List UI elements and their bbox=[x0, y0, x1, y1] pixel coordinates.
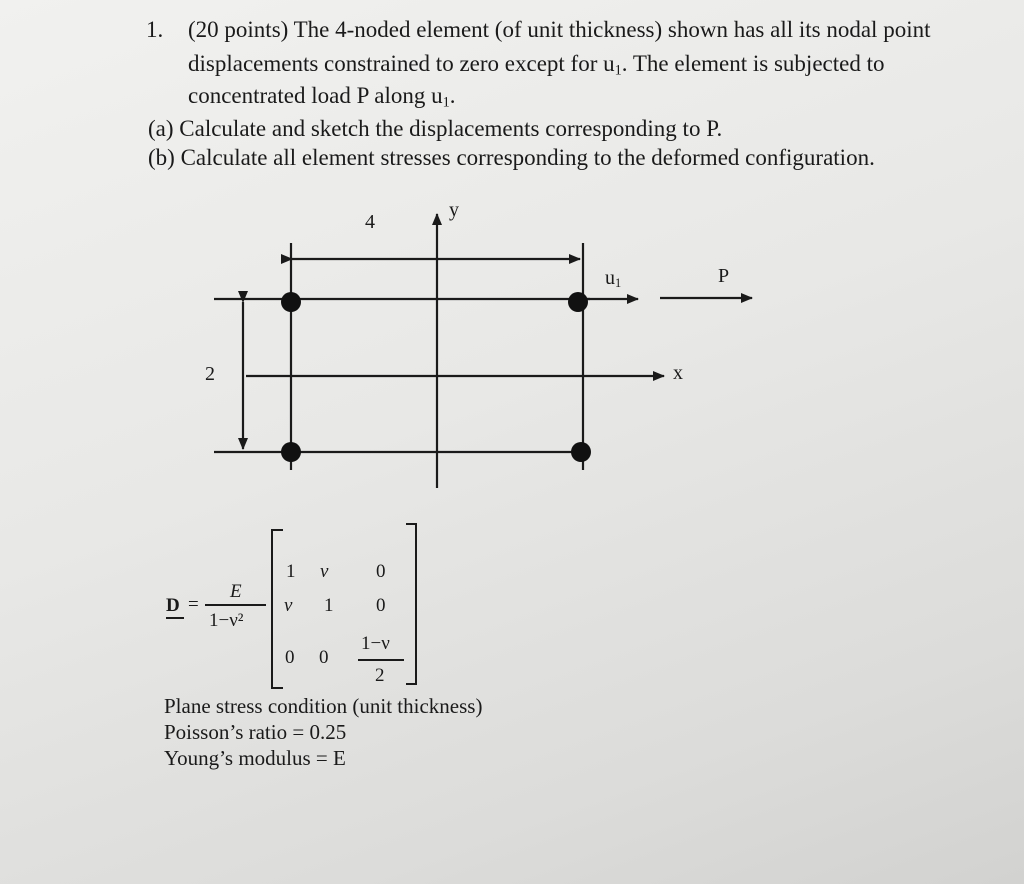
matrix-r2c1: ν bbox=[284, 595, 293, 616]
part-b: (b) Calculate all element stresses corresponding to the deformed configuration. bbox=[148, 145, 875, 170]
part-a: (a) Calculate and sketch the displacements corresponding to P. bbox=[148, 116, 723, 141]
u1-label-sub: 1 bbox=[615, 276, 622, 291]
matrix-frac-den: 1−ν² bbox=[209, 610, 244, 631]
matrix-lhs: D bbox=[166, 595, 180, 616]
problem-line-2-suffix: . The element is subjected to bbox=[621, 51, 885, 76]
problem-line-3-sub: 1 bbox=[442, 94, 450, 111]
width-label: 4 bbox=[365, 211, 375, 233]
matrix-r2c3: 0 bbox=[376, 595, 386, 616]
y-axis-label: y bbox=[449, 199, 459, 221]
matrix-r3c3-den: 2 bbox=[375, 665, 385, 686]
note-poisson: Poisson’s ratio = 0.25 bbox=[164, 720, 347, 744]
matrix-r1c1: 1 bbox=[286, 561, 296, 582]
matrix-r3c1: 0 bbox=[285, 647, 295, 668]
matrix-frac-num: E bbox=[230, 581, 242, 602]
left-bracket bbox=[272, 530, 283, 688]
note-youngs: Young’s modulus = E bbox=[164, 746, 346, 770]
matrix-r1c2: ν bbox=[320, 561, 329, 582]
matrix-r3c2: 0 bbox=[319, 647, 329, 668]
matrix-r3c3-num: 1−ν bbox=[361, 633, 390, 654]
load-label: P bbox=[718, 265, 730, 287]
problem-line-3-suffix: . bbox=[449, 83, 456, 108]
problem-line-2-sub: 1 bbox=[614, 62, 622, 79]
problem-number: 1. bbox=[146, 17, 164, 42]
right-bracket bbox=[406, 524, 416, 684]
height-label: 2 bbox=[205, 363, 215, 385]
u1-label-main: u bbox=[605, 267, 615, 289]
matrix-equals: = bbox=[188, 594, 199, 615]
problem-line-3-prefix: concentrated load P along u bbox=[188, 83, 443, 108]
problem-line-2-prefix: displacements constrained to zero except for u bbox=[188, 51, 615, 76]
x-axis-label: x bbox=[673, 362, 683, 384]
matrix-r2c2: 1 bbox=[324, 595, 334, 616]
problem-line-1: (20 points) The 4-noded element (of unit thickness) shown has all its nodal point bbox=[188, 17, 931, 42]
matrix-r1c3: 0 bbox=[376, 561, 386, 582]
note-plane-stress: Plane stress condition (unit thickness) bbox=[164, 694, 483, 718]
